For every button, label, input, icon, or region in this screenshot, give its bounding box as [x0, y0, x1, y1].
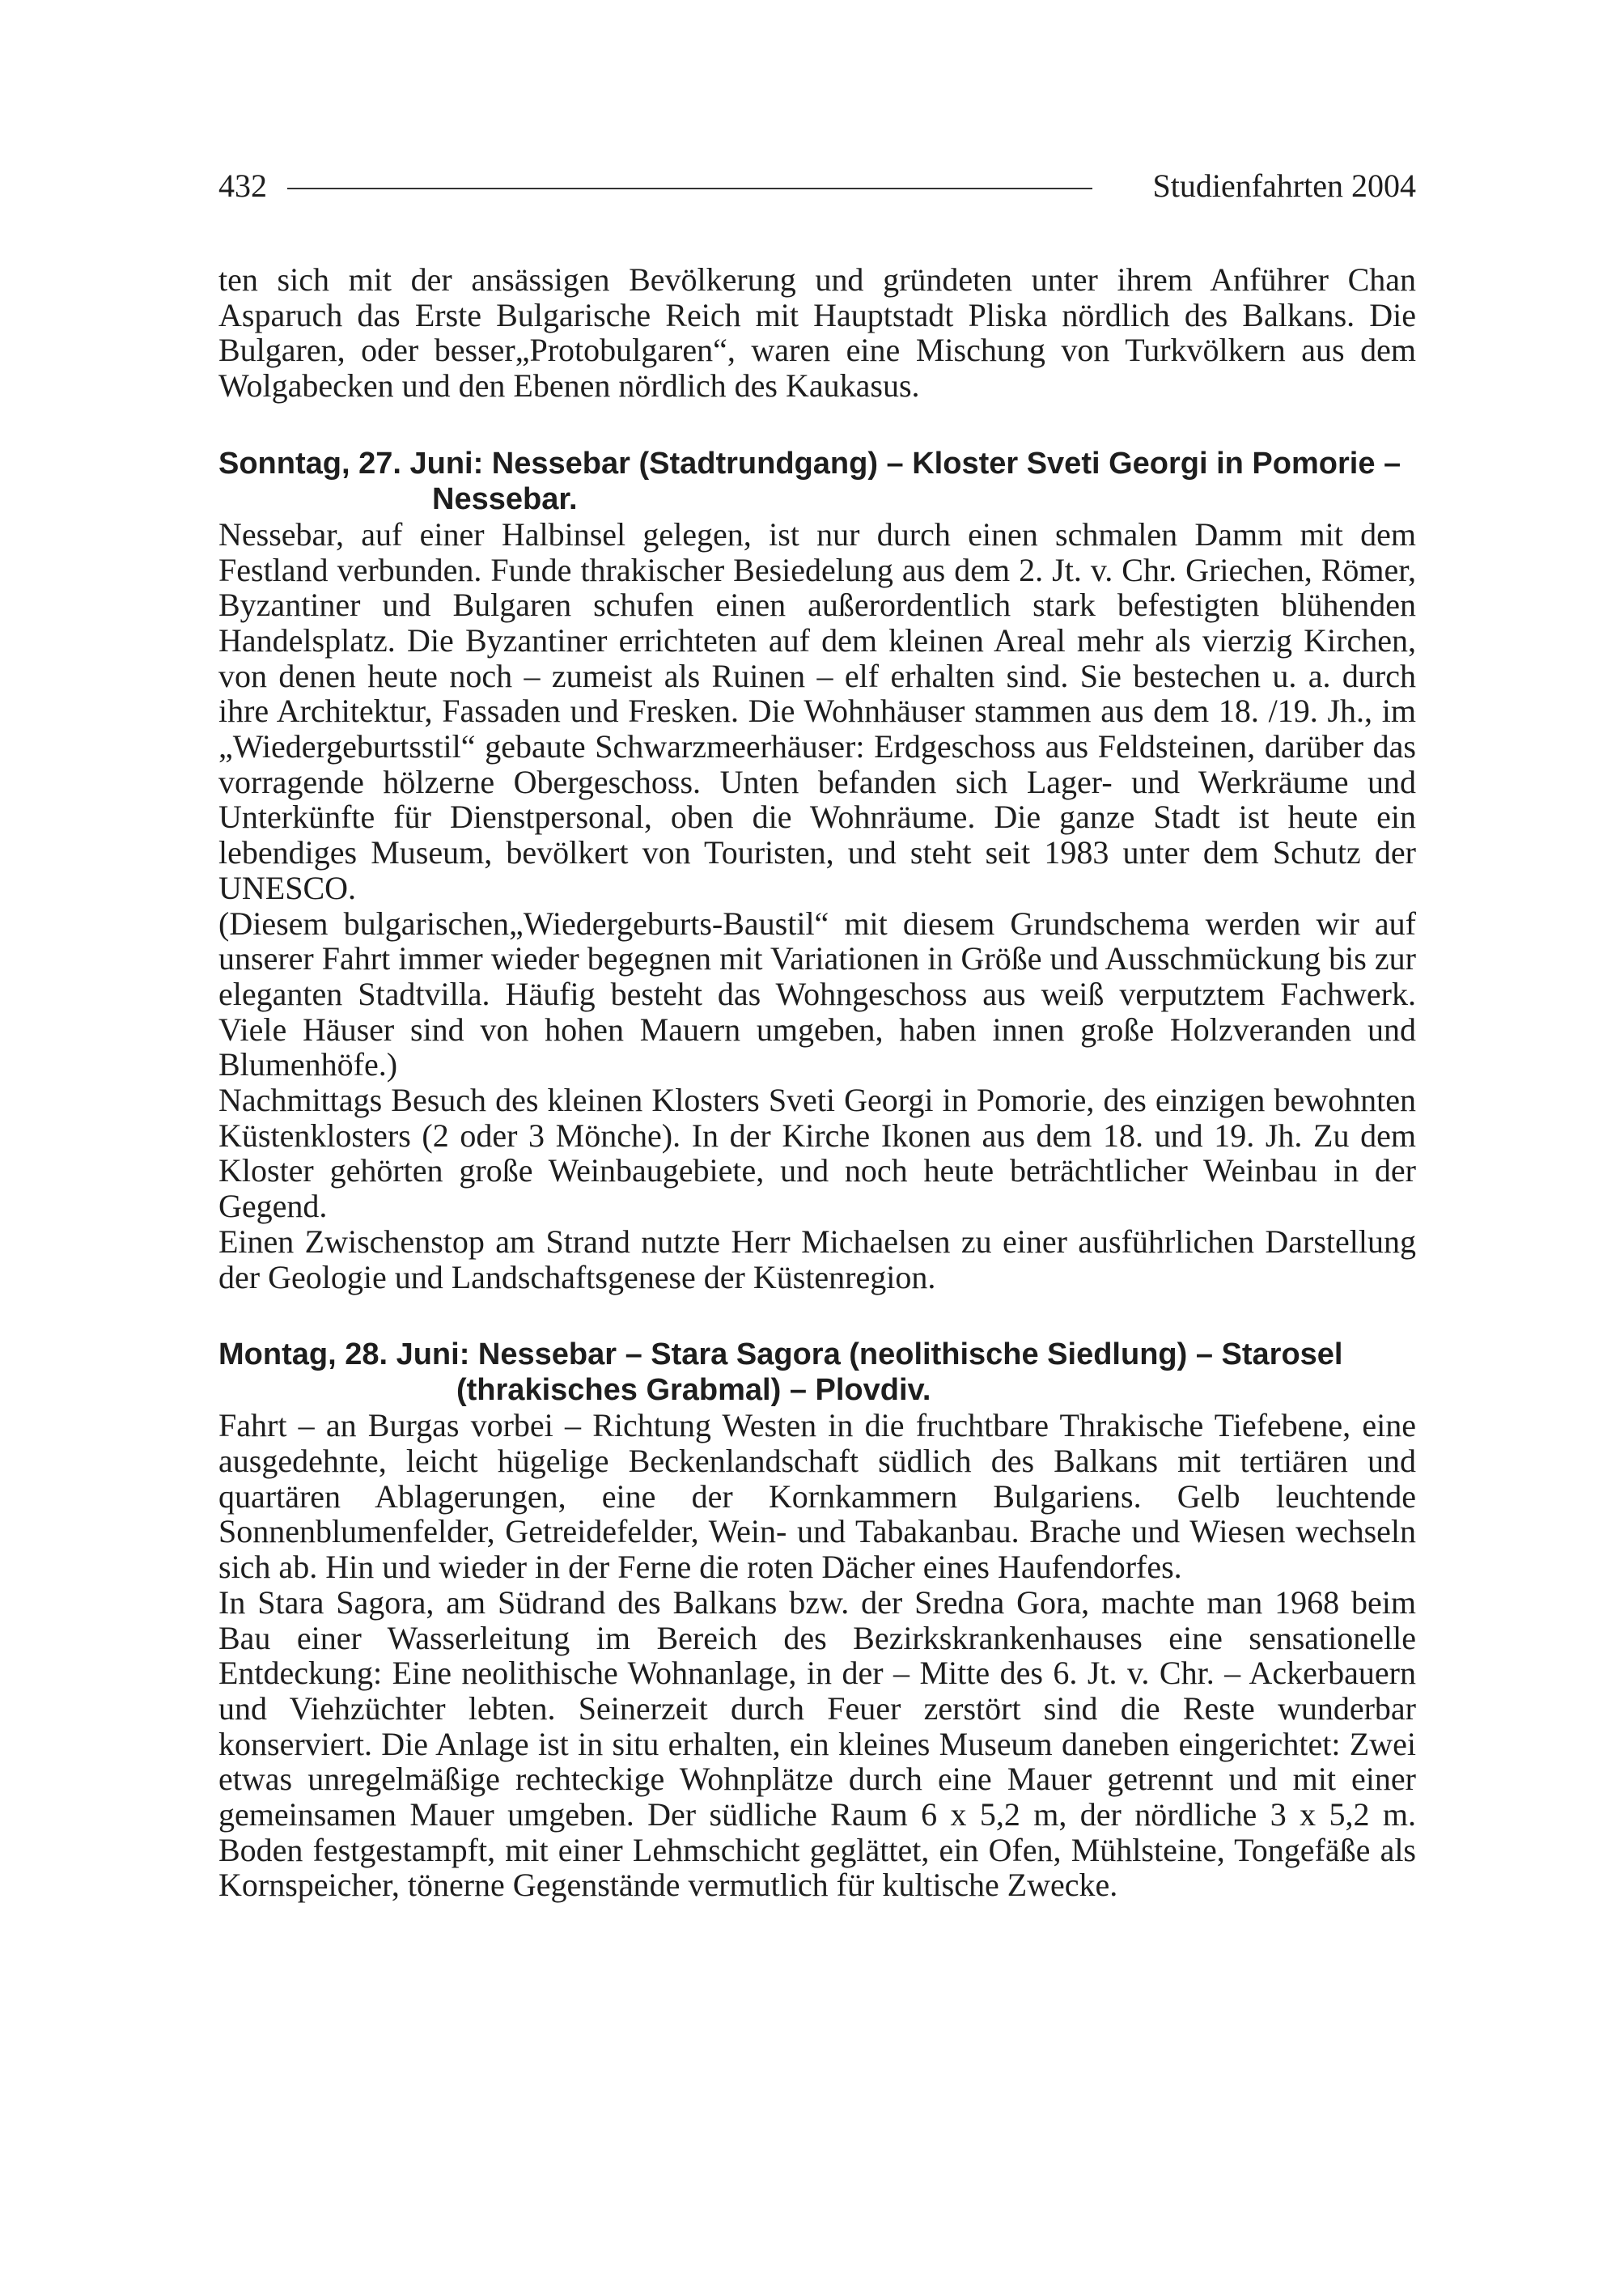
paragraph: Einen Zwischenstop am Strand nutzte Herr Michaelsen zu einer ausführlichen Darstellung der Geologie und Landschaftsgenese der Küstenregion.	[218, 1223, 1416, 1295]
paragraph: In Stara Sagora, am Südrand des Balkans bzw. der Sredna Gora, machte man 1968 beim Bau einer Wasserleitung im Bereich des Bezirkskrankenhauses eine sensationelle Entdeckung: Eine neolithische Wohnanlage, in der – Mitte des 6. Jt. v. Chr. – Ackerbauern und Viehzüchter lebten. Seinerzeit durch Feuer zerstört sind die Reste wunderbar konserviert. Die Anlage ist in situ erhalten, ein kleines Museum daneben eingerichtet: Zwei etwas unregelmäßige rechteckige Wohnplätze durch eine Mauer getrennt und mit einer gemeinsamen Mauer umgeben. Der südliche Raum 6 x 5,2 m, der nördliche 3 x 5,2 m. Boden festgestampft, mit einer Lehmschicht geglättet, ein Ofen, Mühlsteine, Tongefäße als Kornspeicher, tönerne Gegenstände vermutlich für kultische Zwecke.	[218, 1583, 1416, 1904]
paragraph: Nessebar, auf einer Halbinsel gelegen, ist nur durch einen schmalen Damm mit dem Festland verbunden. Funde thrakischer Besiedelung aus dem 2. Jt. v. Chr. Griechen, Römer, Byzantiner und Bulgaren schufen einen außerordentlich stark befestigten blühenden Handelsplatz. Die Byzantiner errichteten auf dem kleinen Areal mehr als vierzig Kirchen, von denen heute noch – zumeist als Ruinen – elf erhalten sind. Sie bestechen u. a. durch ihre Architektur, Fassaden und Fresken. Die Wohnhäuser stammen aus dem 18. /19. Jh., im „Wiedergeburtsstil“ gebaute Schwarzmeerhäuser: Erdgeschoss aus Feldsteinen, darüber das vorragende hölzerne Obergeschoss. Unten befanden sich Lager- und Werkräume und Unterkünfte für Dienstpersonal, oben die Wohnräume. Die ganze Stadt ist heute ein lebendiges Museum, bevölkert von Touristen, und steht seit 1983 unter dem Schutz der UNESCO.	[218, 515, 1416, 906]
heading-line-continuation: Nessebar.	[432, 481, 578, 516]
section-monday	[218, 1337, 1416, 1903]
heading-line-continuation: (thrakisches Grabmal) – Plovdiv.	[456, 1373, 931, 1408]
section-heading	[218, 1337, 1416, 1408]
heading-line: Montag, 28. Juni: Nessebar – Stara Sagora (neolithische Siedlung) – Starosel	[218, 1337, 1343, 1372]
paragraph: Fahrt – an Burgas vorbei – Richtung Westen in die fruchtbare Thrakische Tiefebene, eine ausgedehnte, leicht hügelige Beckenlandschaft südlich des Balkans mit tertiären und quartären Ablagerungen, eine der Kornkammern Bulgariens. Gelb leuchtende Sonnenblumenfelder, Getreidefelder, Wein- und Tabakanbau. Brache und Wiesen wechseln sich ab. Hin und wieder in der Ferne die roten Dächer eines Haufendorfes.	[218, 1407, 1416, 1586]
running-title: Studienfahrten 2004	[1152, 167, 1416, 204]
intro-paragraph: ten sich mit der ansässigen Bevölkerung und gründeten unter ihrem Anführer Chan Asparuch das Erste Bulgarische Reich mit Hauptstadt Pliska nördlich des Balkans. Die Bulgaren, oder besser„Protobulgaren“, waren eine Mischung von Turkvölkern aus dem Wolgabecken und den Ebenen nördlich des Kaukasus.	[218, 261, 1416, 405]
heading-line: Sonntag, 27. Juni: Nessebar (Stadtrundgang) – Kloster Sveti Georgi in Pomorie –	[218, 446, 1401, 481]
page-body	[218, 262, 1416, 1903]
page-header	[218, 159, 1416, 215]
page-number: 432	[218, 167, 267, 204]
section-sunday	[218, 446, 1416, 1295]
paragraph: (Diesem bulgarischen„Wiedergeburts-Baustil“ mit diesem Grundschema werden wir auf unserer Fahrt immer wieder begegnen mit Variationen in Größe und Ausschmückung bis zur eleganten Stadtvilla. Häufig besteht das Wohngeschoss aus weiß verputztem Fachwerk. Viele Häuser sind von hohen Mauern umgeben, haben innen große Holzveranden und Blumenhöfe.)	[218, 905, 1416, 1083]
paragraph: Nachmittags Besuch des kleinen Klosters Sveti Georgi in Pomorie, des einzigen bewohnten Küstenklosters (2 oder 3 Mönche). In der Kirche Ikonen aus dem 18. und 19. Jh. Zu dem Kloster gehörten große Weinbaugebiete, und noch heute beträchtlicher Weinbau in der Gegend.	[218, 1082, 1416, 1225]
section-heading	[218, 446, 1416, 517]
header-rule	[287, 188, 1092, 189]
document-page	[218, 159, 1416, 1903]
